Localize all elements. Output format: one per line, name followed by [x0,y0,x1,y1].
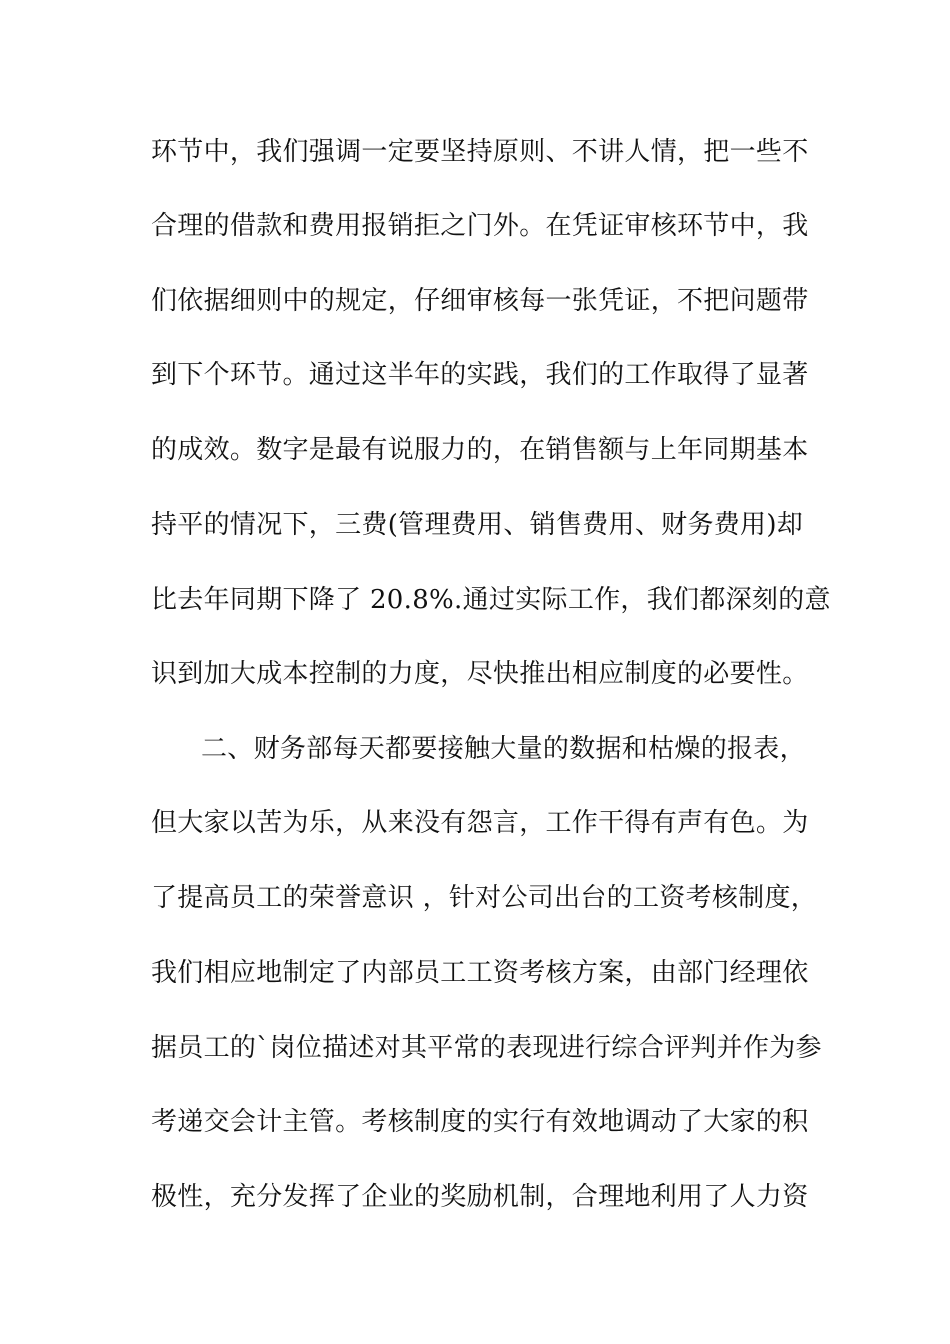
text-line: 比去年同期下降了 20.8%.通过实际工作，我们都深刻的意 [151,585,831,615]
text-line: 到下个环节。通过这半年的实践，我们的工作取得了显著 [151,360,809,390]
paragraph-first-line: 二、财务部每天都要接触大量的数据和枯燥的报表， [201,734,806,764]
text-line: 环节中，我们强调一定要坚持原则、不讲人情，把一些不 [151,137,809,167]
text-line: 考递交会计主管。考核制度的实行有效地调动了大家的积 [151,1107,809,1137]
text-line: 们依据细则中的规定，仔细审核每一张凭证，不把问题带 [151,286,809,316]
text-line: 但大家以苦为乐，从来没有怨言，工作干得有声有色。为 [151,808,809,838]
text-line: 合理的借款和费用报销拒之门外。在凭证审核环节中，我 [151,211,809,241]
text-line: 识到加大成本控制的力度，尽快推出相应制度的必要性。 [151,659,809,689]
text-line: 持平的情况下，三费(管理费用、销售费用、财务费用)却 [151,510,804,540]
text-line: 的成效。数字是最有说服力的，在销售额与上年同期基本 [151,435,809,465]
text-line: 我们相应地制定了内部员工工资考核方案，由部门经理依 [151,958,809,988]
text-line: 据员工的`岗位描述对其平常的表现进行综合评判并作为参 [151,1033,822,1063]
text-line: 极性，充分发挥了企业的奖励机制，合理地利用了人力资 [151,1182,809,1212]
text-line: 了提高员工的荣誉意识 ，针对公司出台的工资考核制度， [151,883,818,913]
